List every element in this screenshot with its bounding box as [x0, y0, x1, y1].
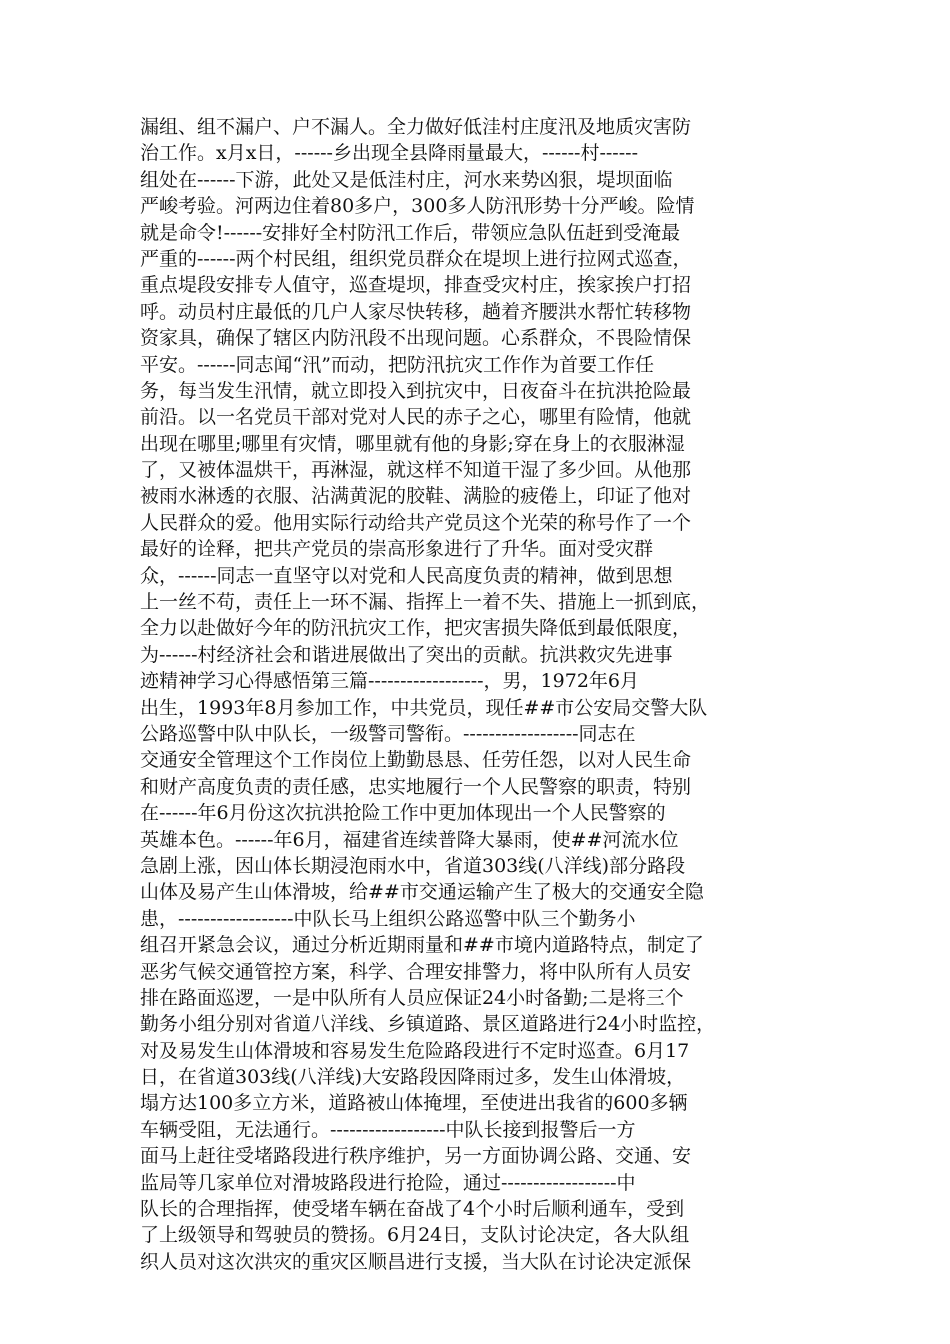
text-line: 出生，1993年8月参加工作，中共党员，现任##市公安局交警大队 [140, 696, 708, 719]
text-line: 出现在哪里;哪里有灾情，哪里就有他的身影;穿在身上的衣服淋湿 [140, 432, 685, 455]
text-line: 排在路面巡逻，一是中队所有人员应保证24小时备勤;二是将三个 [140, 986, 684, 1009]
text-line: 日，在省道303线(八洋线)大安路段因降雨过多，发生山体滑坡， [140, 1066, 686, 1089]
text-line: 被雨水淋透的衣服、沾满黄泥的胶鞋、满脸的疲倦上，印证了他对 [140, 485, 692, 508]
text-line: 呼。动员村庄最低的几户人家尽快转移，趟着齐腰洪水帮忙转移物 [140, 300, 692, 323]
text-line: 交通安全管理这个工作岗位上勤勤恳恳、任劳任怨，以对人民生命 [140, 749, 692, 772]
text-line: 车辆受阻，无法通行。------------------中队长接到报警后一方 [140, 1118, 636, 1141]
text-line: 全力以赴做好今年的防汛抗灾工作，把灾害损失降低到最低限度， [140, 617, 692, 640]
text-line: 务，每当发生汛情，就立即投入到抗灾中，日夜奋斗在抗洪抢险最 [140, 379, 692, 402]
text-line: 恶劣气候交通管控方案，科学、合理安排警力，将中队所有人员安 [140, 960, 692, 983]
text-line: 勤务小组分别对省道八洋线、乡镇道路、景区道路进行24小时监控， [140, 1013, 716, 1036]
text-line: 在------年6月份这次抗洪抢险工作中更加体现出一个人民警察的 [140, 802, 666, 825]
text-line: 急剧上涨，因山体长期浸泡雨水中，省道303线(八洋线)部分路段 [140, 854, 686, 877]
text-line: 织人员对这次洪灾的重灾区顺昌进行支援，当大队在讨论决定派保 [140, 1250, 692, 1273]
text-line: 平安。------同志闻“汛”而动，把防汛抗灾工作作为首要工作任 [140, 353, 654, 376]
text-line: 英雄本色。------年6月，福建省连续普降大暴雨，使##河流水位 [140, 828, 679, 851]
body-text [140, 114, 830, 1275]
text-line: 公路巡警中队中队长，一级警司警衔。------------------同志在 [140, 722, 636, 745]
text-line: 众，------同志一直坚守以对党和人民高度负责的精神，做到思想 [140, 564, 673, 587]
text-line: 监局等几家单位对滑坡路段进行抢险，通过------------------中 [140, 1171, 636, 1194]
text-line: 资家具，确保了辖区内防汛段不出现问题。心系群众，不畏险情保 [140, 327, 692, 350]
text-line: 迹精神学习心得感悟第三篇------------------，男，1972年6月 [140, 670, 640, 693]
text-line: 山体及易产生山体滑坡，给##市交通运输产生了极大的交通安全隐 [140, 881, 704, 904]
text-line: 严峻考验。河两边住着80多户，300多人防汛形势十分严峻。险情 [140, 195, 695, 218]
text-line: 人民群众的爱。他用实际行动给共产党员这个光荣的称号作了一个 [140, 511, 692, 534]
text-line: 组召开紧急会议，通过分析近期雨量和##市境内道路特点，制定了 [140, 934, 704, 957]
text-line: 和财产高度负责的责任感，忠实地履行一个人民警察的职责，特别 [140, 775, 692, 798]
text-line: 面马上赶往受堵路段进行秩序维护，另一方面协调公路、交通、安 [140, 1145, 692, 1168]
text-line: 前沿。以一名党员干部对党对人民的赤子之心，哪里有险情，他就 [140, 406, 692, 429]
text-line: 严重的------两个村民组，组织党员群众在堤坝上进行拉网式巡查， [140, 247, 692, 270]
text-line: 治工作。x月x日，------乡出现全县降雨量最大，------村------ [140, 142, 638, 165]
text-line: 就是命令!------安排好全村防汛工作后，带领应急队伍赶到受淹最 [140, 221, 681, 244]
text-line: 队长的合理指挥，使受堵车辆在奋战了4个小时后顺利通车，受到 [140, 1198, 685, 1221]
text-line: 重点堤段安排专人值守，巡查堤坝，排查受灾村庄，挨家挨户打招 [140, 274, 692, 297]
text-line: 最好的诠释，把共产党员的崇高形象进行了升华。面对受灾群 [140, 538, 654, 561]
text-line: 上一丝不苟，责任上一环不漏、指挥上一着不失、措施上一抓到底， [140, 591, 711, 614]
text-line: 为------村经济社会和谐进展做出了突出的贡献。抗洪救灾先进事 [140, 643, 673, 666]
text-line: 了，又被体温烘干，再淋湿，就这样不知道干湿了多少回。从他那 [140, 459, 692, 482]
text-line: 组处在------下游，此处又是低洼村庄，河水来势凶狠，堤坝面临 [140, 168, 673, 191]
text-line: 漏组、组不漏户、户不漏人。全力做好低洼村庄度汛及地质灾害防 [140, 116, 692, 138]
text-line: 患，------------------中队长马上组织公路巡警中队三个勤务小 [140, 907, 636, 930]
text-line: 塌方达100多立方米，道路被山体掩埋，至使进出我省的600多辆 [140, 1092, 688, 1115]
text-line: 了上级领导和驾驶员的赞扬。6月24日，支队讨论决定，各大队组 [140, 1224, 690, 1247]
text-line: 对及易发生山体滑坡和容易发生危险路段进行不定时巡查。6月17 [140, 1039, 690, 1062]
